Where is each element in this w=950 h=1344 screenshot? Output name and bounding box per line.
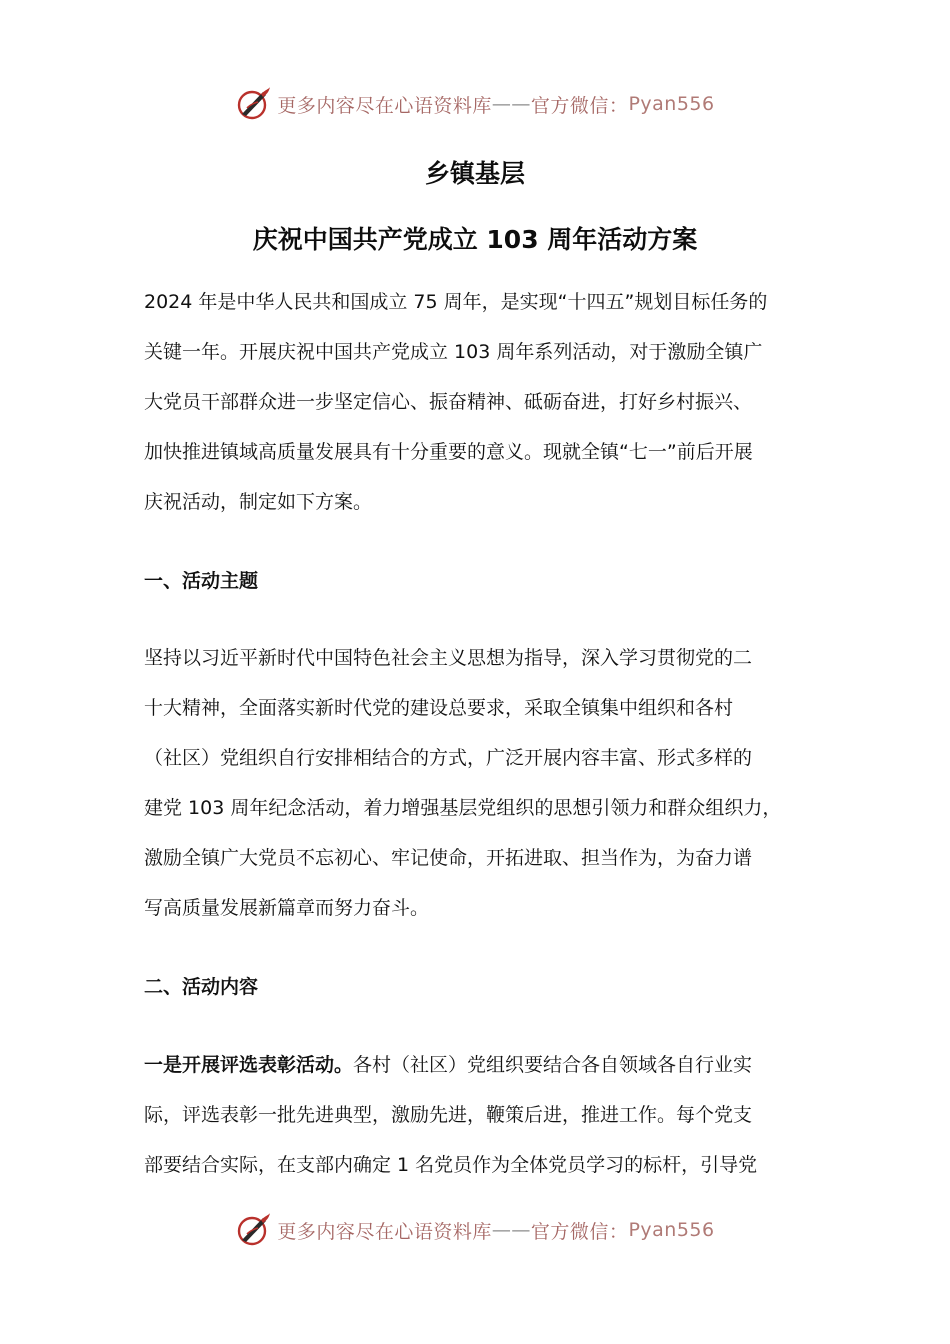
section-heading-theme: 一、活动主题	[144, 570, 259, 592]
watermark-banner-top	[0, 86, 950, 122]
text-line	[144, 1040, 824, 1090]
content-paragraph	[144, 1040, 824, 1190]
section-heading-content: 二、活动内容	[144, 976, 259, 998]
text-line: 十大精神，全面落实新时代党的建设总要求，采取全镇集中组织和各村	[144, 697, 734, 719]
text-line: 写高质量发展新篇章而努力奋斗。	[144, 897, 430, 919]
watermark-label: 官方微信：	[530, 94, 629, 117]
watermark-id: Pyan556	[628, 1219, 715, 1241]
watermark-id: Pyan556	[628, 93, 715, 115]
watermark-text: 更多内容尽在心语资料库	[277, 1220, 492, 1243]
text-line: 加快推进镇域高质量发展具有十分重要的意义。现就全镇“七一”前后开展	[144, 441, 753, 463]
watermark-dash: ——	[491, 93, 531, 115]
item-text: 各村（社区）党组织要结合各自领域各自行业实	[353, 1054, 753, 1076]
text-line: 际，评选表彰一批先进典型，激励先进，鞭策后进，推进工作。每个党支	[144, 1104, 753, 1126]
watermark-label: 官方微信：	[530, 1220, 629, 1243]
text-line: 激励全镇广大党员不忘初心、牢记使命，开拓进取、担当作为，为奋力谱	[144, 847, 753, 869]
text-line: 庆祝活动，制定如下方案。	[144, 491, 373, 513]
text-line: （社区）党组织自行安排相结合的方式，广泛开展内容丰富、形式多样的	[144, 747, 753, 769]
watermark-text: 更多内容尽在心语资料库	[277, 94, 492, 117]
text-line: 2024 年是中华人民共和国成立 75 周年，是实现“十四五”规划目标任务的	[144, 291, 768, 313]
intro-paragraph	[144, 277, 824, 527]
theme-paragraph	[144, 633, 824, 933]
document-title-line2: 庆祝中国共产党成立 103 周年活动方案	[252, 225, 698, 254]
text-line: 坚持以习近平新时代中国特色社会主义思想为指导，深入学习贯彻党的二	[144, 647, 753, 669]
text-line: 大党员干部群众进一步坚定信心、振奋精神、砥砺奋进，打好乡村振兴、	[144, 391, 753, 413]
watermark-dash: ——	[491, 1219, 531, 1241]
watermark-banner-bottom	[0, 1212, 950, 1248]
item-lead: 一是开展评选表彰活动。	[144, 1054, 354, 1076]
text-line: 关键一年。开展庆祝中国共产党成立 103 周年系列活动，对于激励全镇广	[144, 341, 763, 363]
quill-logo-icon	[235, 1212, 271, 1248]
text-line: 建党 103 周年纪念活动，着力增强基层党组织的思想引领力和群众组织力，	[144, 797, 782, 819]
document-title-line1: 乡镇基层	[424, 159, 525, 188]
quill-logo-icon	[235, 86, 271, 122]
text-line: 部要结合实际，在支部内确定 1 名党员作为全体党员学习的标杆，引导党	[144, 1154, 758, 1176]
